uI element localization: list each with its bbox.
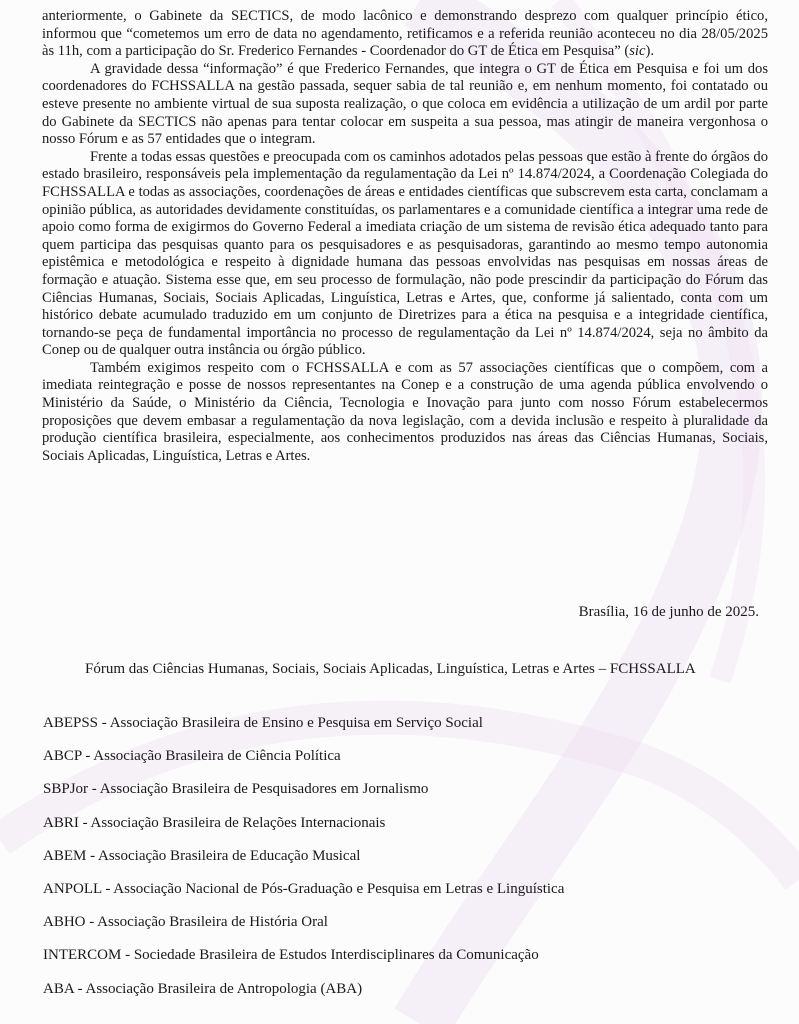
letter-paragraph: [42, 8, 768, 61]
paragraph-text: Frente a todas essas questões e preocupada com os caminhos adotados pelas pessoas que estão à frente do órgãos do estado brasileiro, responsáveis pela implementação da regulamentação da Lei nº 14.874/2024, a Coordenação Colegiada do FCHSSALLA e todas as associações, coordenações de áreas e entidades científicas que subscrevem esta carta, conclamam a opinião pública, as autoridades devidamente constituídas, os parlamentares e a comunidade científica a integrar uma rede de apoio como forma de exigirmos do Governo Federal a imediata criação de um sistema de revisão ética adequado tanto para quem participa das pesquisas quanto para os pesquisadores e as pesquisadoras, garantindo ao mesmo tempo autonomia epistêmica e metodológica e respeito à dignidade humana das pessoas envolvidas nas pesquisas em nossas áreas de formação e atuação. Sistema esse que, em seu processo de formulação, não pode prescindir da participação do Fórum das Ciências Humanas, Sociais, Sociais Aplicadas, Linguística, Letras e Artes, que, conforme já salientado, conta com um histórico debate acumulado traduzido em um conjunto de Diretrizes para a ética na pesquisa e a integridade científica, tornando-se peça de fundamental importância no processo de regulamentação da Lei nº 14.874/2024, seja no âmbito da Conep ou de qualquer outra instância ou órgão público.: [42, 148, 768, 359]
paragraph-text: A gravidade dessa “informação” é que Frederico Fernandes, que integra o GT de Ética em Pesquisa e foi um dos coordenadores do FCHSSALLA na gestão passada, sequer sabia de tal reunião e, em nenhum momento, foi contatado ou esteve presente no ambiente virtual de sua suposta realização, o que coloca em evidência a utilização de um ardil por parte do Gabinete da SECTICS não apenas para tentar colocar em suspeita a sua pessoa, mas atingir de maneira vergonhosa o nosso Fórum e as 57 entidades que o integram.: [42, 60, 768, 148]
association-item: ABEM - Associação Brasileira de Educação Musical: [43, 847, 361, 864]
association-item: INTERCOM - Sociedade Brasileira de Estudos Interdisciplinares da Comunicação: [43, 947, 539, 964]
association-item: SBPJor - Associação Brasileira de Pesquisadores em Jornalismo: [43, 781, 429, 798]
letter-body: [42, 8, 768, 465]
paragraph-text: anteriormente, o Gabinete da SECTICS, de modo lacônico e demonstrando desprezo com qualquer princípio ético, informou que “cometemos um erro de data no agendamento, retificamos e a referida reunião aconteceu no dia 28/05/2025 às 11h, com a participação do Sr. Frederico Fernandes - Coordenador do GT de Ética em Pesquisa” (: [42, 8, 768, 60]
letter-paragraph: [42, 61, 768, 149]
letter-paragraph: [42, 360, 768, 466]
forum-signature: Fórum das Ciências Humanas, Sociais, Sociais Aplicadas, Linguística, Letras e Artes – FCHSSALLA: [85, 661, 696, 677]
association-list: [43, 714, 783, 1013]
letter-paragraph: [42, 149, 768, 360]
italic-text: sic: [629, 43, 646, 60]
association-item: ABHO - Associação Brasileira de História Oral: [43, 914, 328, 931]
paragraph-text: Também exigimos respeito com o FCHSSALLA e com as 57 associações científicas que o compõem, com a imediata reintegração e posse de nossos representantes na Conep e a construção de uma agenda pública envolvendo o Ministério da Saúde, o Ministério da Ciência, Tecnologia e Inovação para junto com nosso Fórum estabelecermos proposições que devem embasar a regulamentação da nova legislação, com a devida inclusão e respeito à pluralidade da produção científica brasileira, especialmente, aos conhecimentos produzidos nas áreas das Ciências Humanas, Sociais, Sociais Aplicadas, Linguística, Letras e Artes.: [42, 359, 768, 464]
association-item: ANPOLL - Associação Nacional de Pós-Graduação e Pesquisa em Letras e Linguística: [43, 880, 565, 897]
association-item: ABRI - Associação Brasileira de Relações Internacionais: [43, 814, 386, 831]
association-item: ABEPSS - Associação Brasileira de Ensino e Pesquisa em Serviço Social: [43, 715, 483, 731]
association-item: ABCP - Associação Brasileira de Ciência Política: [43, 748, 341, 765]
paragraph-text: ).: [645, 43, 654, 60]
association-item: ABA - Associação Brasileira de Antropologia (ABA): [43, 980, 363, 997]
date-line: Brasília, 16 de junho de 2025.: [578, 604, 759, 620]
